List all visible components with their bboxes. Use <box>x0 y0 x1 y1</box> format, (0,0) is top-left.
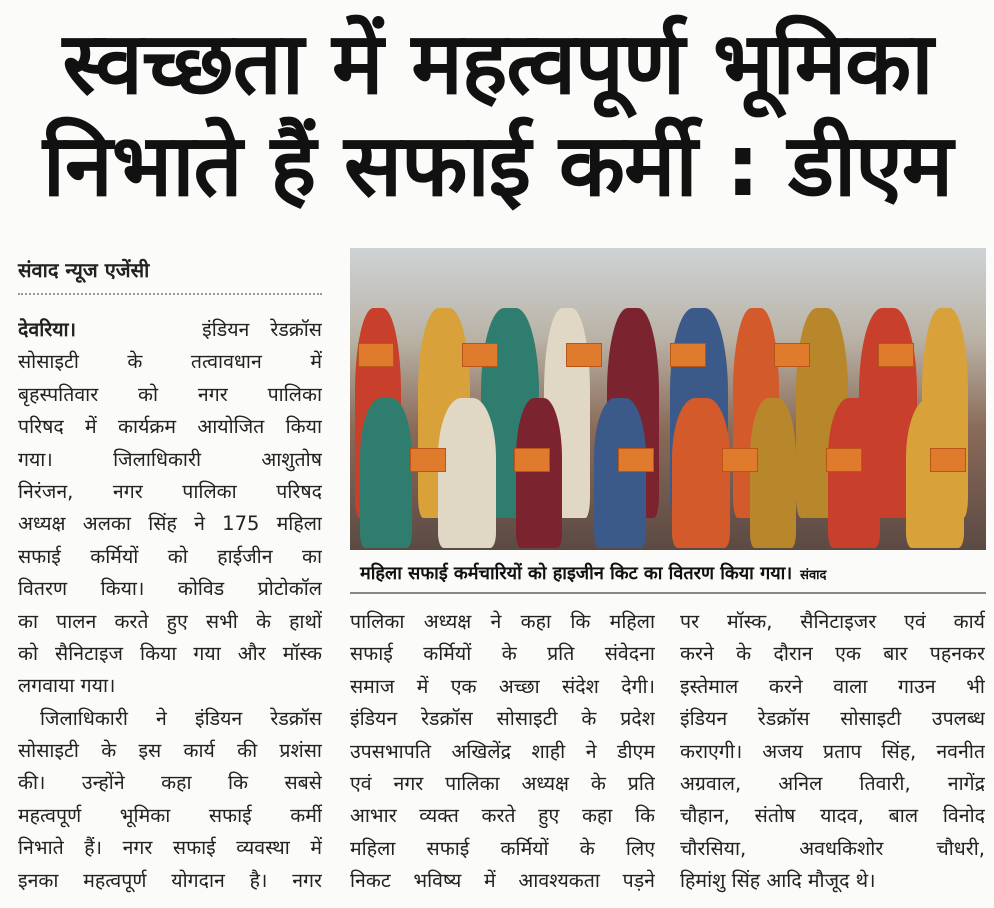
article-line: जिलाधिकारी ने इंडियन रेडक्रॉस <box>40 706 322 730</box>
article-line: कराएगी। अजय प्रताप सिंह, नवनीत <box>680 739 985 763</box>
article-line: महत्वपूर्ण भूमिका सफाई कर्मी <box>18 803 322 827</box>
byline: संवाद न्यूज एजेंसी <box>18 258 150 282</box>
headline-line-1: स्वच्छता में महत्वपूर्ण भूमिका <box>62 14 933 114</box>
photo-person-shape <box>906 398 964 548</box>
article-line: उपसभापति अखिलेंद्र शाही ने डीएम <box>350 739 655 763</box>
hygiene-kit-box-shape <box>774 343 810 367</box>
article-line: निकट भविष्य में आवश्यकता पड़ने <box>350 869 655 893</box>
article-line: अग्रवाल, अनिल तिवारी, नागेंद्र <box>680 771 985 795</box>
article-line: करने के दौरान एक बार पहनकर <box>680 642 985 666</box>
headline-line-2: निभाते हैं सफाई कर्मी : डीएम <box>42 116 953 216</box>
photo-caption <box>360 561 826 585</box>
article-line: निभाते हैं। नगर सफाई व्यवस्था में <box>18 836 322 860</box>
dateline: देवरिया। <box>18 318 76 341</box>
article-line: चौरसिया, अवधकिशोर चौधरी, <box>680 836 985 860</box>
article-line: बृहस्पतिवार को नगर पालिका <box>18 382 322 406</box>
photo-person-shape <box>594 398 646 548</box>
caption-text: महिला सफाई कर्मचारियों को हाइजीन किट का वितरण किया गया। <box>360 563 793 584</box>
article-line: अध्यक्ष अलका सिंह ने 175 महिला <box>18 512 322 536</box>
byline-divider <box>18 293 322 295</box>
article-line: परिषद में कार्यक्रम आयोजित किया <box>18 415 322 439</box>
article-line: का पालन करते हुए सभी के हाथों <box>18 609 322 633</box>
article-line: पर मॉस्क, सैनिटाइजर एवं कार्य <box>680 610 985 633</box>
photo-person-shape <box>360 398 412 548</box>
photo-person-shape <box>516 398 562 548</box>
article-line: इंडियन रेडक्रॉस सोसाइटी के प्रदेश <box>350 707 655 731</box>
article-line: सोसाइटी के तत्वावधान में <box>18 350 322 374</box>
hygiene-kit-box-shape <box>618 448 654 472</box>
article-column-3 <box>680 606 985 898</box>
article-line: इनका महत्वपूर्ण योगदान है। नगर <box>18 868 322 892</box>
article-line: चौहान, संतोष यादव, बाल विनोद <box>680 804 985 828</box>
article-line: इंडियन रेडक्रॉस सोसाइटी उपलब्ध <box>680 707 985 731</box>
article-line: महिला सफाई कर्मियों के लिए <box>350 836 655 860</box>
hygiene-kit-box-shape <box>930 448 966 472</box>
photo-person-shape <box>750 398 796 548</box>
article-line: वितरण किया। कोविड प्रोटोकॉल <box>18 577 322 601</box>
hygiene-kit-box-shape <box>410 448 446 472</box>
news-photo <box>350 248 986 550</box>
article-line: देवरिया। इंडियन रेडक्रॉस <box>18 318 322 341</box>
article-line: को सैनिटाइज किया गया और मॉस्क <box>18 641 322 665</box>
hygiene-kit-box-shape <box>514 448 550 472</box>
article-line: सफाई कर्मियों के प्रति संवेदना <box>350 642 655 666</box>
article-column-2 <box>350 606 655 898</box>
hygiene-kit-box-shape <box>358 343 394 367</box>
caption-divider <box>350 592 986 594</box>
hygiene-kit-box-shape <box>670 343 706 367</box>
photo-person-shape <box>828 398 880 548</box>
article-line: आभार व्यक्त करते हुए कहा कि <box>350 804 655 828</box>
hygiene-kit-box-shape <box>826 448 862 472</box>
article-line: पालिका अध्यक्ष ने कहा कि महिला <box>350 610 655 633</box>
hygiene-kit-box-shape <box>722 448 758 472</box>
hygiene-kit-box-shape <box>462 343 498 367</box>
photo-person-shape <box>438 398 496 548</box>
article-line: लगवाया गया। <box>18 674 116 698</box>
hygiene-kit-box-shape <box>566 343 602 367</box>
photo-person-shape <box>672 398 730 548</box>
article-line: की। उन्होंने कहा कि सबसे <box>18 771 322 795</box>
article-line: समाज में एक अच्छा संदेश देगी। <box>350 674 655 698</box>
article-line: इस्तेमाल करने वाला गाउन भी <box>680 674 985 698</box>
article-line: गया। जिलाधिकारी आशुतोष <box>18 447 322 471</box>
article-line: सफाई कर्मियों को हाईजीन का <box>18 544 322 568</box>
photo-credit: संवाद <box>800 568 827 583</box>
hygiene-kit-box-shape <box>878 343 914 367</box>
article-column-1 <box>18 314 322 897</box>
article-line: निरंजन, नगर पालिका परिषद <box>18 479 322 503</box>
article-line: हिमांशु सिंह आदि मौजूद थे। <box>680 869 876 893</box>
article-line: एवं नगर पालिका अध्यक्ष के प्रति <box>350 771 655 795</box>
article-line: सोसाइटी के इस कार्य की प्रशंसा <box>18 739 322 763</box>
